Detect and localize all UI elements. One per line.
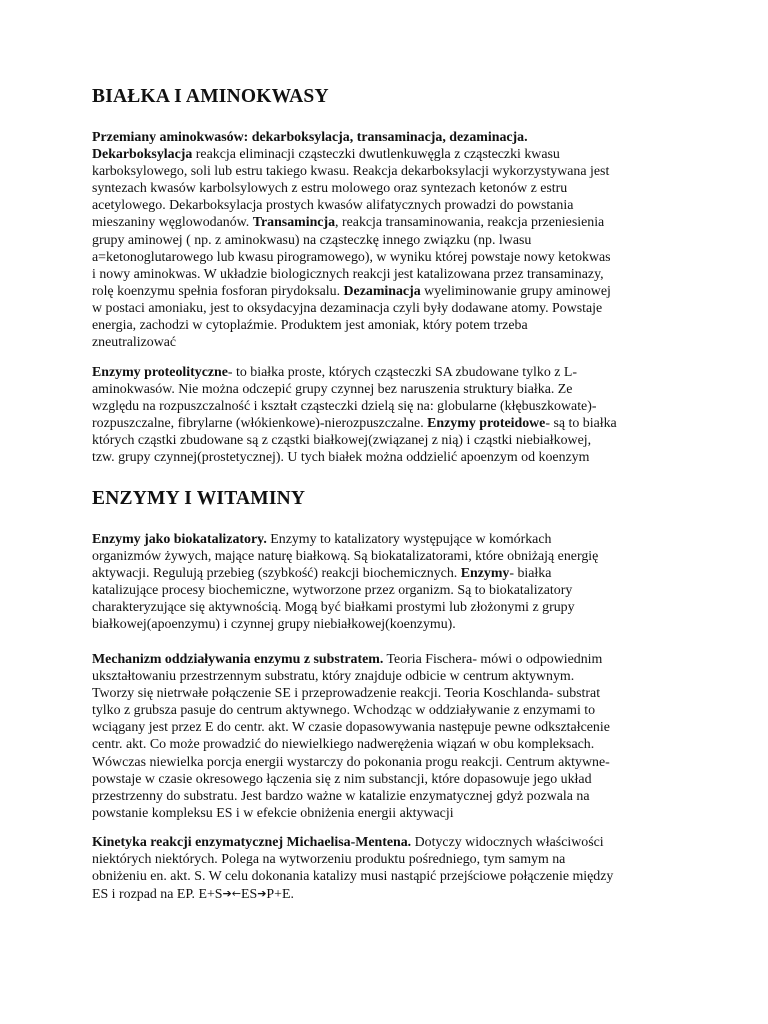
- text-run: Tworzy się nietrwałe połączenie SE i przeprowadzenie reakcji. Teoria Koschlanda- substrat: [92, 686, 601, 702]
- text-line: [92, 702, 692, 719]
- text-run: grupy aminowej ( np. z aminokwasu) na cząsteczkę innego związku (np. lwasu: [92, 232, 532, 248]
- text-line: [92, 398, 692, 415]
- text-line: [92, 163, 692, 180]
- text-line: [92, 232, 692, 249]
- bold-term: Enzymy proteidowe: [427, 416, 546, 432]
- text-line: [92, 565, 692, 582]
- text-run: przestrzenny do substratu. Jest bardzo ważne w katalizie enzymatycznej gdyż pozwala na: [92, 788, 590, 804]
- bold-term: Mechanizm oddziaływania enzymu z substratem.: [92, 652, 384, 667]
- bold-term: Enzymy: [460, 566, 510, 582]
- text-run: organizmów żywych, mające naturę białkową. Są biokatalizatorami, które obniżają energię: [92, 549, 599, 565]
- text-line: [92, 300, 692, 317]
- text-run: tzw. grupy czynnej(prostetycznej). U tych białek można oddzielić apoenzym od koenzym: [92, 450, 590, 466]
- text-line: [92, 432, 692, 449]
- text-run: - są to białka: [545, 416, 617, 432]
- bold-term: Kinetyka reakcji enzymatycznej Michaelisa-Mentena.: [92, 835, 412, 850]
- bold-term: Enzymy proteolityczne: [92, 365, 228, 380]
- section-heading-enzymes: ENZYMY I WITAMINY: [92, 488, 306, 509]
- text-line: [92, 548, 692, 565]
- text-run: - białka: [509, 566, 552, 582]
- text-line: [92, 415, 692, 432]
- text-run: białkowej(apoenzymu) i czynnej grupy niebiałkowej(koenzymu).: [92, 617, 456, 633]
- text-run: niektórych niektórych. Polega na wytworzeniu produktu pośredniego, tym samym na: [92, 852, 566, 868]
- text-line: [92, 266, 692, 283]
- text-run: powstanie kompleksu ES i w efekcie obniżenia energii aktywacji: [92, 805, 454, 821]
- text-line: [92, 754, 692, 771]
- paragraph-enzyme-substrate-mechanism: [92, 651, 692, 822]
- text-run: Dotyczy widocznych właściwości: [411, 835, 604, 850]
- left-arrow-icon: ←: [231, 887, 241, 901]
- text-run: i nowy aminokwas. W układzie biologicznych reakcji jest katalizowana przez transaminazy,: [92, 266, 604, 282]
- text-run: ES i rozpad na EP. E+S: [92, 887, 223, 903]
- text-line: [92, 851, 692, 868]
- right-arrow-icon: ➔: [257, 887, 267, 901]
- text-line: [92, 834, 692, 851]
- text-line: [92, 719, 692, 736]
- text-line: [92, 885, 692, 902]
- text-line: [92, 582, 692, 599]
- text-line: [92, 685, 692, 702]
- text-run: energia, zachodzi w cytoplaźmie. Produktem jest amoniak, który potem trzeba: [92, 318, 528, 334]
- text-line: [92, 668, 692, 685]
- text-line: [92, 197, 692, 214]
- text-line: [92, 334, 692, 351]
- bold-term: Dezaminacja: [343, 283, 421, 299]
- text-run: mieszaniny węglowodanów.: [92, 215, 253, 231]
- text-run: wciągany jest przez E do centr. akt. W czasie dopasowywania następuje pewne odkształcenie: [92, 720, 610, 736]
- text-line: [92, 249, 692, 266]
- text-line: [92, 868, 692, 885]
- right-arrow-icon: ➔: [222, 887, 232, 901]
- text-line: [92, 317, 692, 334]
- paragraph-enzymes-as-biocatalysts: [92, 531, 692, 634]
- text-run: charakteryzujące się aktywnością. Mogą być białkami prostymi lub złożonymi z grupy: [92, 600, 575, 616]
- bold-term: Transamincja: [252, 215, 336, 231]
- text-line: [92, 599, 692, 616]
- section-heading-proteins: BIAŁKA I AMINOKWASY: [92, 86, 329, 107]
- text-run: a=ketonoglutarowego lub kwasu pirogramowego), w wyniku której powstaje nowy ketokwas: [92, 249, 611, 265]
- text-run: w postaci amoniaku, jest to oksydacyjna dezaminacja czyli były dodawane atomy. Powstaje: [92, 300, 603, 316]
- text-run: acetylowego. Dekarboksylacja prostych kwasów alifatycznych prowadzi do powstania: [92, 198, 574, 214]
- text-line: [92, 651, 692, 668]
- text-line: [92, 381, 692, 398]
- text-line: [92, 616, 692, 633]
- text-run: katalizujące procesy biochemiczne, wytworzone przez organizm. Są to biokatalizatory: [92, 583, 573, 599]
- text-run: - to białka proste, których cząsteczki SA zbudowane tylko z L-: [227, 365, 578, 380]
- text-line: [92, 531, 692, 548]
- text-run: P+E.: [266, 887, 294, 903]
- bold-term: Dekarboksylacja: [92, 147, 196, 163]
- text-run: względu na rozpuszczalność i kształt cząsteczki dzielą się na: globularne (kłębuszkowate)-: [92, 399, 597, 415]
- bold-term: Enzymy jako biokatalizatory.: [92, 532, 267, 547]
- text-line: [92, 214, 692, 231]
- text-run: , reakcja transaminowania, reakcja przeniesienia: [335, 215, 605, 231]
- text-run: aminokwasów. Nie można odczepić grupy czynnej bez naruszenia struktury białka. Ze: [92, 382, 573, 398]
- text-line: [92, 736, 692, 753]
- text-line: [92, 283, 692, 300]
- text-run: Wówczas niewielka porcja energii wystarczy do pokonania progu reakcji. Centrum aktywne-: [92, 754, 610, 770]
- text-run: obniżeniu en. akt. S. W celu dokonania katalizy musi nastąpić przejściowe połączenie między: [92, 869, 614, 885]
- text-run: rolę koenzymu spełnia fosforan pirydoksalu.: [92, 283, 344, 299]
- text-run: rozpuszczalne, fibrylarne (włókienkowe)-nierozpuszczalne.: [92, 416, 428, 432]
- text-run: tylko z grubsza pasuje do centrum aktywnego. Wchodząc w oddziaływanie z enzymami to: [92, 703, 596, 719]
- text-run: centr. akt. Co może prowadzić do niewielkiego nadwerężenia wiązań w obu kompleksach.: [92, 737, 595, 753]
- text-line: [92, 146, 692, 163]
- text-run: których cząstki zbudowane są z cząstki białkowej(związanej z nią) i cząstki niebiałkowej,: [92, 433, 592, 449]
- paragraph-proteolytic-enzymes: [92, 364, 692, 467]
- text-run: powstaje w czasie okresowego łączenia się z nim substancji, które dopasowuje jego układ: [92, 771, 592, 787]
- text-run: reakcja eliminacji cząsteczki dwutlenkuwęgla z cząsteczki kwasu: [195, 147, 560, 163]
- text-run: aktywacji. Regulują przebieg (szybkość) reakcji biochemicznych.: [92, 566, 461, 582]
- text-run: ukształtowaniu przestrzennym substratu, który znajduje odbicie w centrum aktywnym.: [92, 669, 575, 685]
- text-line: [92, 449, 692, 466]
- text-run: Teoria Fischera- mówi o odpowiednim: [383, 652, 603, 667]
- text-line: [92, 180, 692, 197]
- text-run: ES: [240, 887, 258, 903]
- text-line: [92, 771, 692, 788]
- text-run: karboksylowego, soli lub estru takiego kwasu. Reakcja dekarboksylacji wykorzystywana jest: [92, 164, 610, 180]
- text-line: [92, 805, 692, 822]
- text-line: [92, 364, 692, 381]
- paragraph-michaelis-menten-kinetics: [92, 834, 692, 902]
- paragraph-amino-acid-transformations: [92, 129, 692, 351]
- text-run: wyeliminowanie grupy aminowej: [420, 283, 611, 299]
- text-run: syntezach kwasów karbolsylowych z estru molowego oraz syntezach ketonów z estru: [92, 181, 568, 197]
- bold-term: Przemiany aminokwasów: dekarboksylacja, transaminacja, dezaminacja.: [92, 130, 528, 145]
- text-run: zneutralizować: [92, 335, 177, 351]
- text-line: [92, 788, 692, 805]
- text-run: Enzymy to katalizatory występujące w komórkach: [266, 532, 552, 547]
- text-line: [92, 129, 692, 146]
